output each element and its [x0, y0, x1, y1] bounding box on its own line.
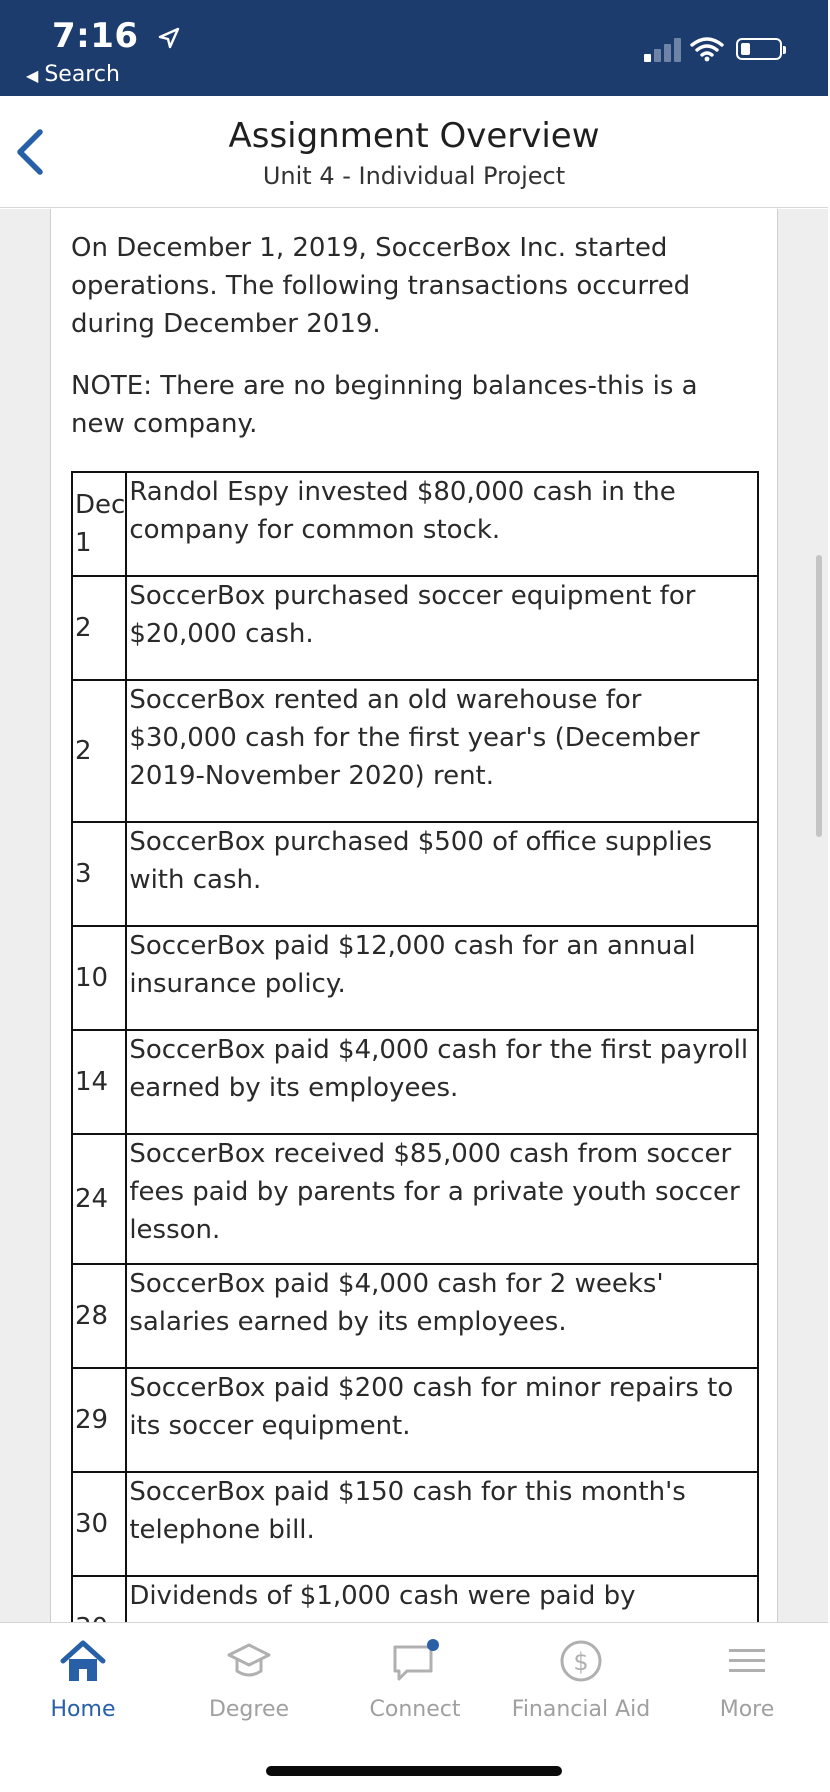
transaction-day: 30 — [72, 1472, 126, 1576]
transaction-description: SoccerBox purchased soccer equipment for $20,000 cash. — [126, 576, 758, 680]
scrollbar[interactable] — [816, 555, 822, 837]
transaction-day: 2 — [72, 576, 126, 680]
location-arrow-icon — [157, 26, 181, 50]
menu-icon — [723, 1639, 771, 1683]
transaction-description: SoccerBox paid $4,000 cash for 2 weeks' salaries earned by its employees. — [126, 1264, 758, 1368]
transaction-day: 2 — [72, 680, 126, 822]
content-area[interactable] — [0, 209, 828, 1622]
transaction-day: Dec 1 — [72, 472, 126, 576]
table-row — [72, 576, 758, 680]
transaction-day: 28 — [72, 1264, 126, 1368]
table-row — [72, 822, 758, 926]
clock-time: 7:16 — [52, 16, 139, 56]
status-bar — [0, 0, 828, 96]
battery-icon — [736, 38, 782, 60]
nav-financial-aid-label: Financial Aid — [511, 1697, 651, 1722]
status-icons — [644, 36, 794, 64]
table-row — [72, 1134, 758, 1264]
svg-text:$: $ — [573, 1648, 589, 1676]
transaction-day: 24 — [72, 1134, 126, 1264]
table-row — [72, 1264, 758, 1368]
nav-connect-label: Connect — [369, 1697, 461, 1722]
nav-home-label: Home — [50, 1697, 116, 1722]
wifi-icon — [690, 36, 724, 62]
table-row — [72, 680, 758, 822]
table-row — [72, 1472, 758, 1576]
transactions-table — [71, 471, 759, 1681]
transaction-day: 3 — [72, 822, 126, 926]
transaction-description: SoccerBox paid $200 cash for minor repairs to its soccer equipment. — [126, 1368, 758, 1472]
nav-degree-label: Degree — [208, 1697, 290, 1722]
signal-icon — [644, 38, 682, 62]
table-row — [72, 1368, 758, 1472]
status-back-label: Search — [44, 62, 120, 87]
transaction-description: SoccerBox purchased $500 of office supplies with cash. — [126, 822, 758, 926]
notification-dot — [427, 1639, 439, 1651]
intro-paragraph: On December 1, 2019, SoccerBox Inc. started operations. The following transactions occurred during December 2019. — [71, 233, 691, 339]
status-time — [52, 16, 181, 56]
transaction-day: 29 — [72, 1368, 126, 1472]
transaction-day: 14 — [72, 1030, 126, 1134]
nav-connect[interactable] — [332, 1623, 498, 1733]
nav-more[interactable] — [664, 1623, 830, 1733]
transaction-description: Randol Espy invested $80,000 cash in the company for common stock. — [126, 472, 758, 576]
nav-financial-aid[interactable] — [498, 1623, 664, 1733]
page-title: Assignment Overview — [228, 116, 600, 156]
status-back-link[interactable] — [26, 62, 120, 87]
assignment-card — [50, 209, 778, 1622]
nav-degree[interactable] — [166, 1623, 332, 1733]
nav-more-label: More — [719, 1697, 775, 1722]
nav-home[interactable] — [0, 1623, 166, 1733]
graduation-cap-icon — [225, 1639, 273, 1683]
home-indicator[interactable] — [266, 1766, 562, 1776]
chat-bubble-icon — [391, 1639, 439, 1683]
table-row — [72, 1030, 758, 1134]
home-icon — [59, 1639, 107, 1683]
app-header — [0, 96, 828, 208]
page-subtitle: Unit 4 - Individual Project — [262, 162, 566, 190]
transaction-description: SoccerBox rented an old warehouse for $30,000 cash for the first year's (December 2019-November 2020) rent. — [126, 680, 758, 822]
note-paragraph: NOTE: There are no beginning balances-this is a new company. — [71, 371, 698, 439]
transaction-description: SoccerBox paid $12,000 cash for an annual insurance policy. — [126, 926, 758, 1030]
transaction-day: 10 — [72, 926, 126, 1030]
transaction-description: SoccerBox received $85,000 cash from soccer fees paid by parents for a private youth soccer lesson. — [126, 1134, 758, 1264]
table-row — [72, 472, 758, 576]
transaction-description: SoccerBox paid $4,000 cash for the first payroll earned by its employees. — [126, 1030, 758, 1134]
table-row — [72, 926, 758, 1030]
back-triangle-icon: ◀ — [26, 66, 39, 85]
transaction-description: Dividends of $1,000 cash were paid by — [126, 1576, 758, 1680]
dollar-circle-icon — [557, 1639, 605, 1683]
transaction-description: SoccerBox paid $150 cash for this month's telephone bill. — [126, 1472, 758, 1576]
